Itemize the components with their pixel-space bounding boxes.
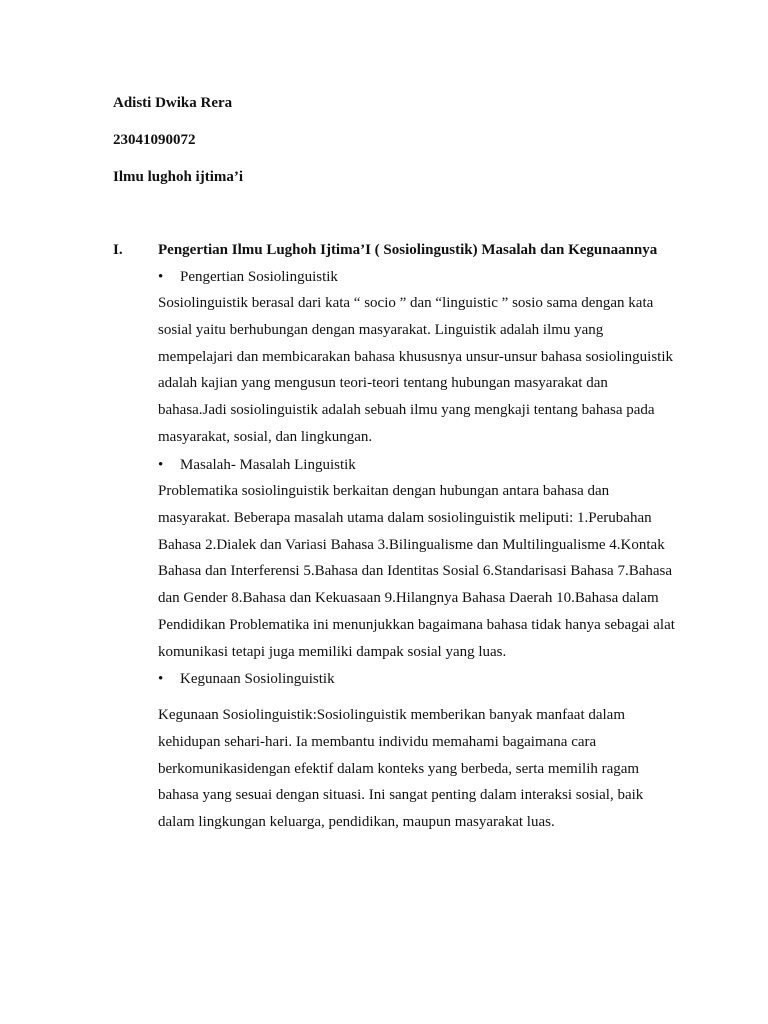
paragraph-line: masyarakat, sosial, dan lingkungan. xyxy=(158,428,373,445)
bullet-dot-icon: • xyxy=(158,671,164,687)
bullet-dot-icon: • xyxy=(158,269,164,285)
paragraph-line: komunikasi tetapi juga memiliki dampak sosial yang luas. xyxy=(158,643,507,660)
paragraph-line: kehidupan sehari-hari. Ia membantu individu memahami bagaimana cara xyxy=(158,733,597,750)
paragraph-line: Pendidikan Problematika ini menunjukkan bagaimana bahasa tidak hanya sebagai alat xyxy=(158,616,675,633)
bullet-item xyxy=(158,669,335,689)
paragraph-line: masyarakat. Beberapa masalah utama dalam sosiolinguistik meliputi: 1.Perubahan xyxy=(158,509,652,526)
paragraph-kegunaan xyxy=(158,702,688,836)
course-name: Ilmu lughoh ijtima’i xyxy=(113,169,244,185)
paragraph-line: Kegunaan Sosiolinguistik:Sosiolinguistik memberikan banyak manfaat dalam xyxy=(158,707,626,723)
paragraph-line: bahasa yang sesuai dengan situasi. Ini sangat penting dalam interaksi sosial, baik xyxy=(158,787,644,804)
paragraph-masalah xyxy=(158,478,688,666)
paragraph-line: berkomunikasidengan efektif dalam konteks yang berbeda, serta memilih ragam xyxy=(158,760,640,777)
bullet-item xyxy=(158,267,338,287)
paragraph-line: adalah kajian yang mengusun teori-teori tentang hubungan masyarakat dan xyxy=(158,375,608,392)
bullet-item xyxy=(158,455,356,475)
paragraph-pengertian xyxy=(158,290,688,451)
section-number: I. xyxy=(113,242,123,258)
bullet-label: Masalah- Masalah Linguistik xyxy=(180,457,356,473)
paragraph-line: dalam lingkungan keluarga, pendidikan, maupun masyarakat luas. xyxy=(158,814,555,831)
paragraph-line: bahasa.Jadi sosiolinguistik adalah sebuah ilmu yang mengkaji tentang bahasa pada xyxy=(158,402,655,419)
bullet-dot-icon: • xyxy=(158,457,164,473)
paragraph-line: Bahasa dan Interferensi 5.Bahasa dan Identitas Sosial 6.Standarisasi Bahasa 7.Bahasa xyxy=(158,563,673,580)
paragraph-line: Bahasa 2.Dialek dan Variasi Bahasa 3.Bilingualisme dan Multilingualisme 4.Kontak xyxy=(158,536,665,553)
paragraph-line: Sosiolinguistik berasal dari kata “ socio ” dan “linguistic ” sosio sama dengan kata xyxy=(158,295,654,311)
bullet-label: Kegunaan Sosiolinguistik xyxy=(180,671,335,687)
student-id: 23041090072 xyxy=(113,132,196,148)
paragraph-line: sosial yaitu berhubungan dengan masyarakat. Linguistik adalah ilmu yang xyxy=(158,321,604,338)
paragraph-line: Problematika sosiolinguistik berkaitan dengan hubungan antara bahasa dan xyxy=(158,483,610,499)
section-title: Pengertian Ilmu Lughoh Ijtima’I ( Sosiolingustik) Masalah dan Kegunaannya xyxy=(158,242,658,258)
paragraph-line: mempelajari dan membicarakan bahasa khususnya unsur-unsur bahasa sosiolinguistik xyxy=(158,348,673,365)
bullet-label: Pengertian Sosiolinguistik xyxy=(180,269,338,285)
paragraph-line: dan Gender 8.Bahasa dan Kekuasaan 9.Hilangnya Bahasa Daerah 10.Bahasa dalam xyxy=(158,590,659,607)
author-name: Adisti Dwika Rera xyxy=(113,95,233,111)
